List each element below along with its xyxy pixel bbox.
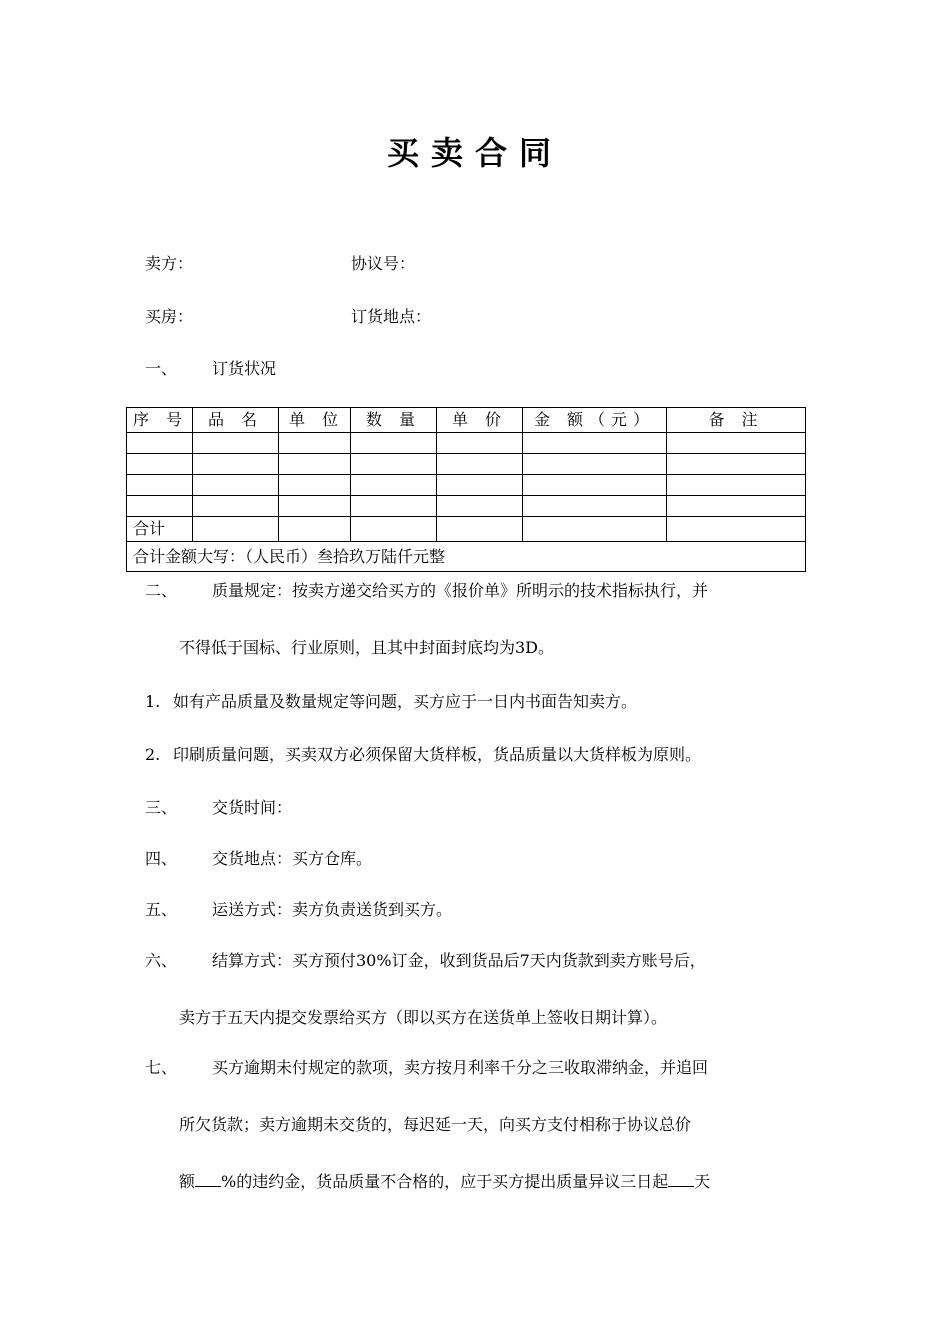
amount-in-words: 合计金额大写：（人民币）叁拾玖万陆仟元整 (127, 542, 806, 572)
section-7-line-2: 所欠货款；卖方逾期未交货的，每迟延一天，向买方支付相称于协议总价 (179, 1115, 692, 1134)
section-3-number: 三、 (145, 798, 178, 817)
item-1-number: 1. (145, 692, 161, 711)
agreement-no-label: 协议号： (351, 254, 416, 273)
section-6-number: 六、 (145, 951, 178, 970)
section-2-line-2: 不得低于国标、行业原则，且其中封面封底均为3D。 (179, 638, 555, 657)
section-7-line-3-start: 额 (179, 1172, 196, 1191)
header-cell-product: 品 名 (193, 408, 279, 433)
order-table (126, 407, 806, 572)
header-cell-amount: 金 额（元） (523, 408, 667, 433)
days-blank (668, 1172, 694, 1187)
section-7-number: 七、 (145, 1058, 178, 1077)
section-5-text: 运送方式：卖方负责送货到买方。 (212, 900, 453, 919)
section-1-title: 订货状况 (212, 359, 277, 378)
header-cell-unit: 单 位 (279, 408, 351, 433)
buyer-label: 买房： (145, 307, 194, 326)
total-label: 合计 (127, 517, 193, 542)
header-cell-quantity: 数 量 (351, 408, 437, 433)
section-2-line-1: 质量规定：按卖方递交给买方的《报价单》所明示的技术指标执行，并 (212, 581, 709, 600)
table-row (127, 454, 806, 475)
header-cell-serial: 序 号 (127, 408, 193, 433)
item-2-number: 2. (145, 745, 161, 764)
header-cell-unit-price: 单 价 (437, 408, 523, 433)
document-title: 买卖合同 (386, 134, 563, 172)
seller-label: 卖方： (145, 254, 194, 273)
penalty-percent-blank (195, 1172, 221, 1187)
section-7-line-3-end: 天 (694, 1172, 711, 1191)
section-4-text: 交货地点：买方仓库。 (212, 849, 373, 868)
section-6-line-1: 结算方式：买方预付30%订金，收到货品后7天内货款到卖方账号后， (212, 951, 706, 970)
order-location-label: 订货地点： (351, 307, 432, 326)
item-1-text: 如有产品质量及数量规定等问题，买方应于一日内书面告知卖方。 (173, 692, 638, 711)
section-6-line-2: 卖方于五天内提交发票给买方（即以买方在送货单上签收日期计算）。 (179, 1008, 668, 1027)
header-cell-remarks: 备 注 (667, 408, 806, 433)
table-header-row (127, 408, 806, 433)
section-3-text: 交货时间： (212, 798, 293, 817)
table-total-row (127, 517, 806, 542)
section-1-number: 一、 (145, 359, 178, 378)
section-5-number: 五、 (145, 900, 178, 919)
table-row (127, 475, 806, 496)
table-row (127, 496, 806, 517)
section-7-line-1: 买方逾期未付规定的款项，卖方按月利率千分之三收取滞纳金，并追回 (212, 1058, 709, 1077)
item-2-text: 印刷质量问题，买卖双方必须保留大货样板，货品质量以大货样板为原则。 (173, 745, 702, 764)
section-7-line-3-middle: %的违约金，货品质量不合格的，应于买方提出质量异议三日起 (221, 1172, 669, 1191)
table-row (127, 433, 806, 454)
section-7-line-3 (179, 1171, 710, 1193)
table-amount-words-row (127, 542, 806, 572)
section-2-number: 二、 (145, 581, 178, 600)
section-4-number: 四、 (145, 849, 178, 868)
